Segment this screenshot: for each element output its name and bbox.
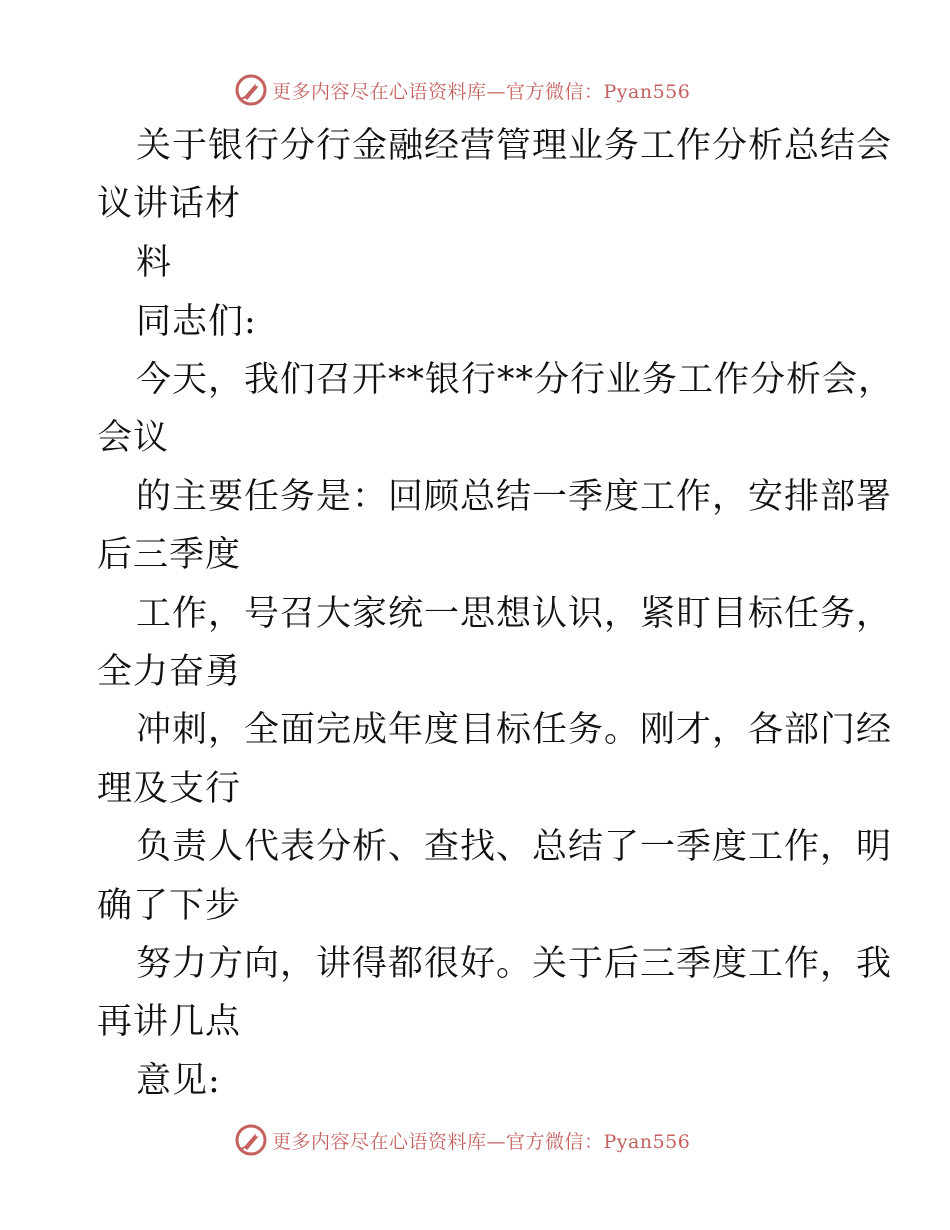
pen-nib-logo-icon [234,1123,268,1157]
text-line: 全力奋勇 [97,652,242,692]
text-line: 理及支行 [97,769,242,809]
header-watermark [234,70,690,110]
text-line: 议讲话材 [97,184,242,224]
text-line: 再讲几点 [97,1002,242,1042]
text-line: 工作，号召大家统一思想认识，紧盯目标任务， [136,594,893,634]
text-line: 确了下步 [97,886,242,926]
pen-nib-logo-icon [234,73,268,107]
text-line: 会议 [97,418,170,458]
text-line: 料 [136,243,173,283]
watermark-text: 更多内容尽在心语资料库—官方微信：Pyan556 [272,1130,691,1153]
text-line: 冲刺，全面完成年度目标任务。刚才，各部门经 [136,710,893,750]
text-line: 努力方向，讲得都很好。关于后三季度工作，我 [136,944,893,984]
footer-watermark [234,1120,690,1160]
text-line: 同志们: [136,302,257,342]
text-line: 后三季度 [97,535,242,575]
watermark-text: 更多内容尽在心语资料库—官方微信：Pyan556 [272,80,691,103]
text-line: 意见: [136,1061,221,1101]
text-line: 负责人代表分析、查找、总结了一季度工作，明 [136,827,893,867]
text-line: 关于银行分行金融经营管理业务工作分析总结会 [136,126,893,166]
text-line: 今天，我们召开**银行**分行业务工作分析会， [136,360,895,400]
text-line: 的主要任务是：回顾总结一季度工作，安排部署 [136,477,893,517]
